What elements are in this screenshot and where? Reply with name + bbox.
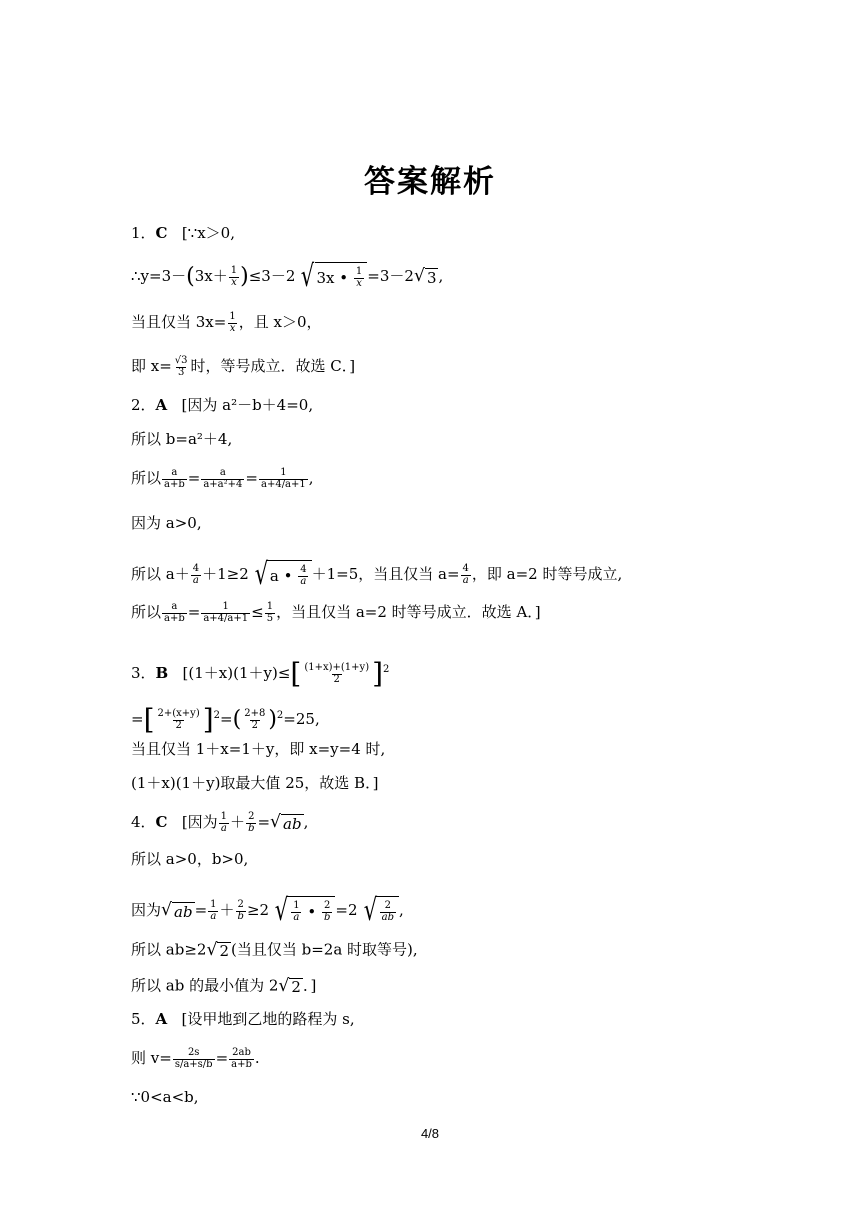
fraction: $\frac{4}{a}$ <box>462 563 469 586</box>
q1-l3-b: ，且 x＞0， <box>238 313 322 331</box>
fraction: $\frac{1}{a}$ <box>210 899 217 922</box>
fraction: $\frac{2+(x+y)}{2}$ <box>157 708 200 731</box>
q1-text: [∵x＞0, <box>181 224 235 242</box>
q1-l2-c: ≤3－2 <box>248 267 296 285</box>
fraction: $\frac{4}{a}$ <box>192 563 200 586</box>
q2-number: 2． <box>131 396 156 414</box>
q2-line-6: 所以 $\frac{a}{a+b}$ = $\frac{1}{a+4/a+1}$ ≤ $\frac{1}{5}$ ，当且仅当 a=2 时等号成立．故选 A．] <box>131 601 541 624</box>
radical: √ a • $\frac{4}{a}$ <box>249 560 312 590</box>
q1-line-2: ∴y=3－(3x＋ $\frac{1}{x}$ )≤3－2 √ 3x • $\frac{1}{x}$ =3－2 √ 3 , <box>131 259 444 294</box>
radical: √ ab <box>161 900 193 921</box>
q3-line-1: 3．B [(1＋x)(1＋y)≤[ $\frac{(1+x)+(1+y)}{2}$ ]$^2$ <box>131 657 390 690</box>
fraction: $\frac{1}{5}$ <box>266 601 274 624</box>
q3-answer: B <box>155 664 169 682</box>
q5-answer: A <box>155 1010 168 1028</box>
page-number: 4/8 <box>420 1126 440 1141</box>
q1-l2-a: ∴y=3－ <box>131 267 187 285</box>
fraction: $\frac{1}{x}$ <box>229 311 236 334</box>
fraction: $\frac{√3}{3}$ <box>174 355 188 378</box>
q1-l4-b: 时，等号成立．故选 C．] <box>190 357 356 375</box>
q1-line-3 <box>131 312 322 334</box>
q1-line-4 <box>131 356 355 378</box>
page-title: 答案解析 <box>364 164 496 200</box>
fraction: $\frac{2}{b}$ <box>237 899 244 922</box>
fraction: $\frac{a}{a+b}$ <box>164 601 185 624</box>
q3-line-3: 当且仅当 1＋x=1＋y，即 x=y=4 时, <box>131 740 386 758</box>
q1-l2-b: 3x＋ <box>194 267 228 285</box>
radical: √ $\frac{2}{ab}$ <box>358 896 400 926</box>
fraction: $\frac{1}{a}$ <box>220 811 228 834</box>
fraction: $\frac{a}{a+b}$ <box>164 467 185 490</box>
q1-l2-f: , <box>438 267 444 285</box>
q5-line-3: ∵0<a<b, <box>131 1088 199 1106</box>
q2-line-2: 所以 b=a²＋4, <box>131 430 233 448</box>
fraction: $\frac{2}{b}$ <box>248 811 255 834</box>
fraction: $\frac{2+8}{2}$ <box>244 708 266 731</box>
fraction: $\frac{1}{a+4/a+1}$ <box>203 601 249 624</box>
fraction: $\frac{2s}{s/a+s/b}$ <box>174 1047 213 1070</box>
radical: √ $\frac{1}{a}$ • $\frac{2}{b}$ <box>269 896 335 926</box>
radical: √ 3 <box>413 266 437 287</box>
q5-line-2: 则 v= $\frac{2s}{s/a+s/b}$ = $\frac{2ab}{a+b}$ . <box>131 1047 260 1070</box>
q3-line-2: =[ $\frac{2+(x+y)}{2}$ ]$^2$=( $\frac{2+8}{2}$ )$^2$=25, <box>131 703 320 736</box>
q2-text: [因为 a²－b＋4=0, <box>181 396 314 414</box>
q2-answer: A <box>155 396 168 414</box>
q1-l2-e: =3－2 <box>367 267 414 285</box>
radical: √ ab <box>270 812 302 833</box>
q5-line-1: 5．A [设甲地到乙地的路程为 s, <box>131 1010 355 1028</box>
q4-line-4: 所以 ab≥2 √ 2 (当且仅当 b=2a 时取等号), <box>131 940 418 961</box>
q4-line-1: 4．C [因为 $\frac{1}{a}$ ＋ $\frac{2}{b}$ = √ ab , <box>131 811 309 834</box>
q4-line-3: 因为 √ ab = $\frac{1}{a}$ ＋ $\frac{2}{b}$ ≥2 √ $\frac{1}{a}$ • $\frac{2}{b}$ =2 √ $\frac{2}{ab}$ , <box>131 893 404 928</box>
q2-line-4: 因为 a>0, <box>131 514 202 532</box>
q4-line-2: 所以 a>0，b>0, <box>131 850 249 868</box>
radical: √ 2 <box>278 976 301 997</box>
q1-line-1 <box>131 226 235 241</box>
fraction: $\frac{a}{\text{a+a²+4}}$ <box>203 467 243 490</box>
q4-answer: C <box>155 813 168 831</box>
q2-line-5: 所以 a＋ $\frac{4}{a}$ ＋1≥2 √ a • $\frac{4}{a}$ ＋1=5，当且仅当 a= $\frac{4}{a}$ ，即 a=2 时等号成立, <box>131 557 623 592</box>
q1-answer: C <box>155 224 168 242</box>
fraction: $\frac{1}{x}$ <box>230 265 238 288</box>
fraction: $\frac{1}{a+4/a+1}$ <box>260 467 306 490</box>
radical: √ 2 <box>206 940 229 961</box>
fraction: $\frac{2ab}{a+b}$ <box>231 1047 252 1070</box>
q3-line-4: (1＋x)(1＋y)取最大值 25，故选 B．] <box>131 774 379 792</box>
fraction: $\frac{(1+x)+(1+y)}{2}$ <box>304 662 370 685</box>
radical: √ 3x • $\frac{1}{x}$ <box>295 262 367 292</box>
q1-l4-a: 即 x= <box>131 357 172 375</box>
q1-l3-a: 当且仅当 3x= <box>131 313 227 331</box>
q1-number: 1． <box>131 224 156 242</box>
q2-line-3: 所以 $\frac{a}{a+b}$ = $\frac{a}{\text{a+a²+4}}$ = $\frac{1}{a+4/a+1}$ , <box>131 467 314 490</box>
q4-line-5: 所以 ab 的最小值为 2 √ 2 ．] <box>131 976 317 997</box>
q2-line-1 <box>131 398 313 413</box>
